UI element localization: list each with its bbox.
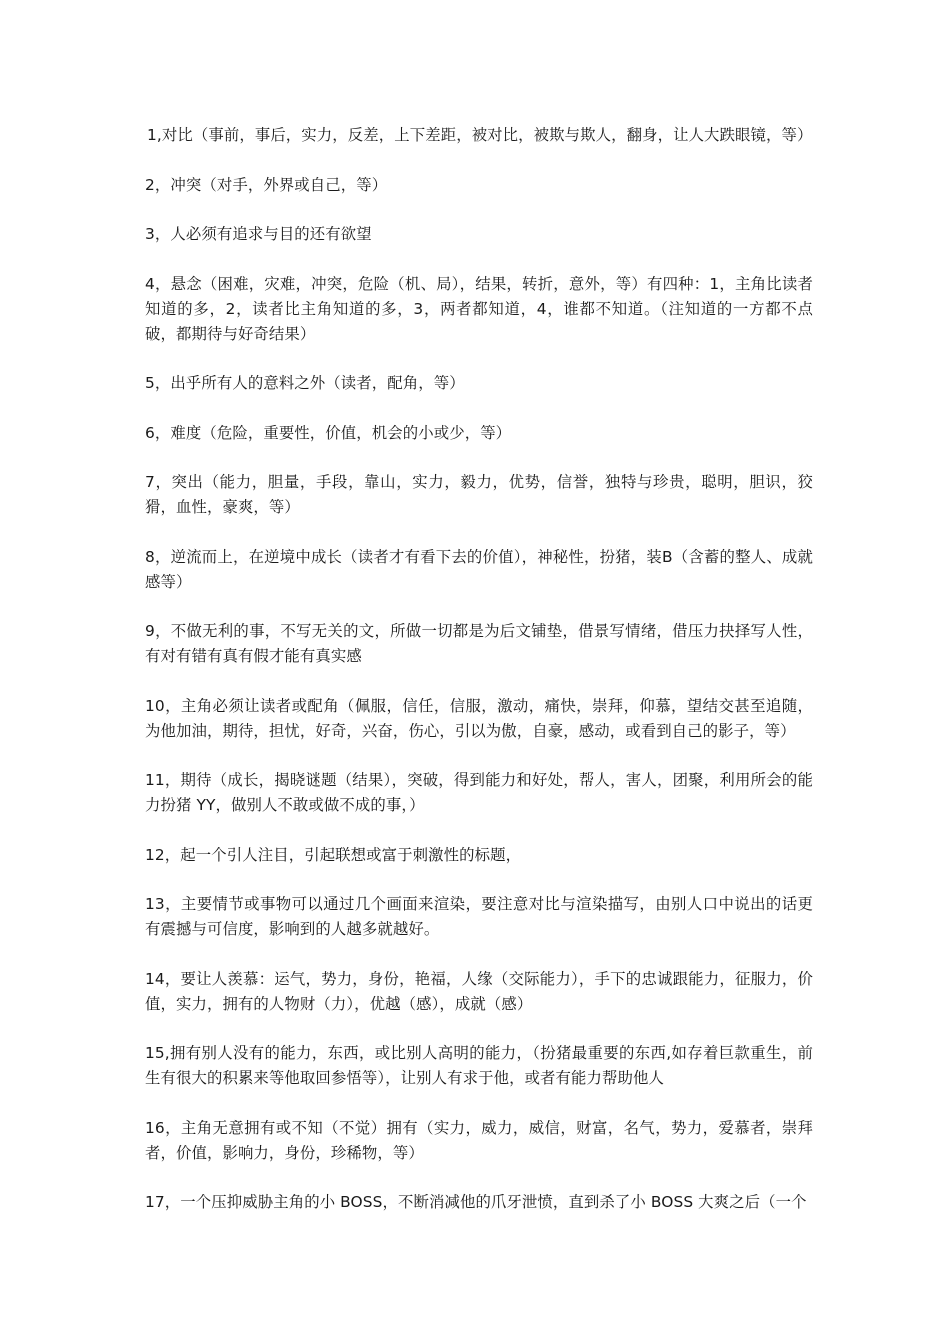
paragraph-14: 14，要让人羡慕：运气，势力，身份，艳福，人缘（交际能力），手下的忠诚跟能力，征服力，价值，实力，拥有的人物财（力），优越（感），成就（感） xyxy=(145,969,813,1013)
paragraph-13: 13，主要情节或事物可以通过几个画面来渲染，要注意对比与渲染描写，由别人口中说出的话更有震撼与可信度，影响到的人越多就越好。 xyxy=(145,895,813,938)
paragraph-1: 1,对比（事前，事后，实力，反差，上下差距，被对比，被欺与欺人，翻身，让人大跌眼镜，等） xyxy=(147,126,813,144)
paragraph-11: 11，期待（成长，揭晓谜题（结果），突破，得到能力和好处，帮人，害人，团聚，利用所会的能力扮猪 YY，做别人不敢或做不成的事，） xyxy=(145,771,813,814)
paragraph-2: 2，冲突（对手，外界或自己，等） xyxy=(145,175,388,194)
paragraph-6: 6，难度（危险，重要性，价值，机会的小或少，等） xyxy=(145,423,512,442)
paragraph-17: 17，一个压抑威胁主角的小 BOSS，不断消减他的爪牙泄愤，直到杀了小 BOSS 大爽之后（一个 xyxy=(145,1193,807,1211)
paragraph-9: 9，不做无利的事，不写无关的文，所做一切都是为后文铺垫，借景写情绪，借压力抉择写人性，有对有错有真有假才能有真实感 xyxy=(145,622,813,665)
paragraph-3: 3，人必须有追求与目的还有欲望 xyxy=(145,225,372,243)
paragraph-8: 8，逆流而上，在逆境中成长（读者才有看下去的价值），神秘性，扮猪，装B（含蓄的整人、成就感等） xyxy=(145,547,813,591)
paragraph-15: 15,拥有别人没有的能力，东西，或比别人高明的能力，（扮猪最重要的东西,如存着巨款重生，前生有很大的积累来等他取回参悟等），让别人有求于他，或者有能力帮助他人 xyxy=(145,1044,813,1087)
paragraph-5: 5，出乎所有人的意料之外（读者，配角，等） xyxy=(145,374,465,392)
paragraph-4: 4，悬念（困难，灾难，冲突，危险（机、局），结果，转折，意外，等）有四种：1，主角比读者知道的多，2，读者比主角知道的多，3，两者都知道，4，谁都不知道。（注知道的一方都不点破，都期待与好奇结果） xyxy=(145,274,813,343)
paragraph-7: 7，突出（能力，胆量，手段，靠山，实力，毅力，优势，信誉，独特与珍贵，聪明，胆识，狡猾，血性，豪爽，等） xyxy=(145,473,813,516)
paragraph-12: 12，起一个引人注目，引起联想或富于刺激性的标题， xyxy=(145,845,522,864)
document-body xyxy=(145,123,813,1240)
paragraph-10: 10，主角必须让读者或配角（佩服，信任，信服，激动，痛快，崇拜，仰慕，望结交甚至追随，为他加油，期待，担忧，好奇，兴奋，伤心，引以为傲，自豪，感动，或看到自己的影子，等） xyxy=(145,696,813,740)
paragraph-16: 16，主角无意拥有或不知（不觉）拥有（实力，威力，威信，财富，名气，势力，爱慕者，崇拜者，价值，影响力，身份，珍稀物，等） xyxy=(145,1118,813,1162)
